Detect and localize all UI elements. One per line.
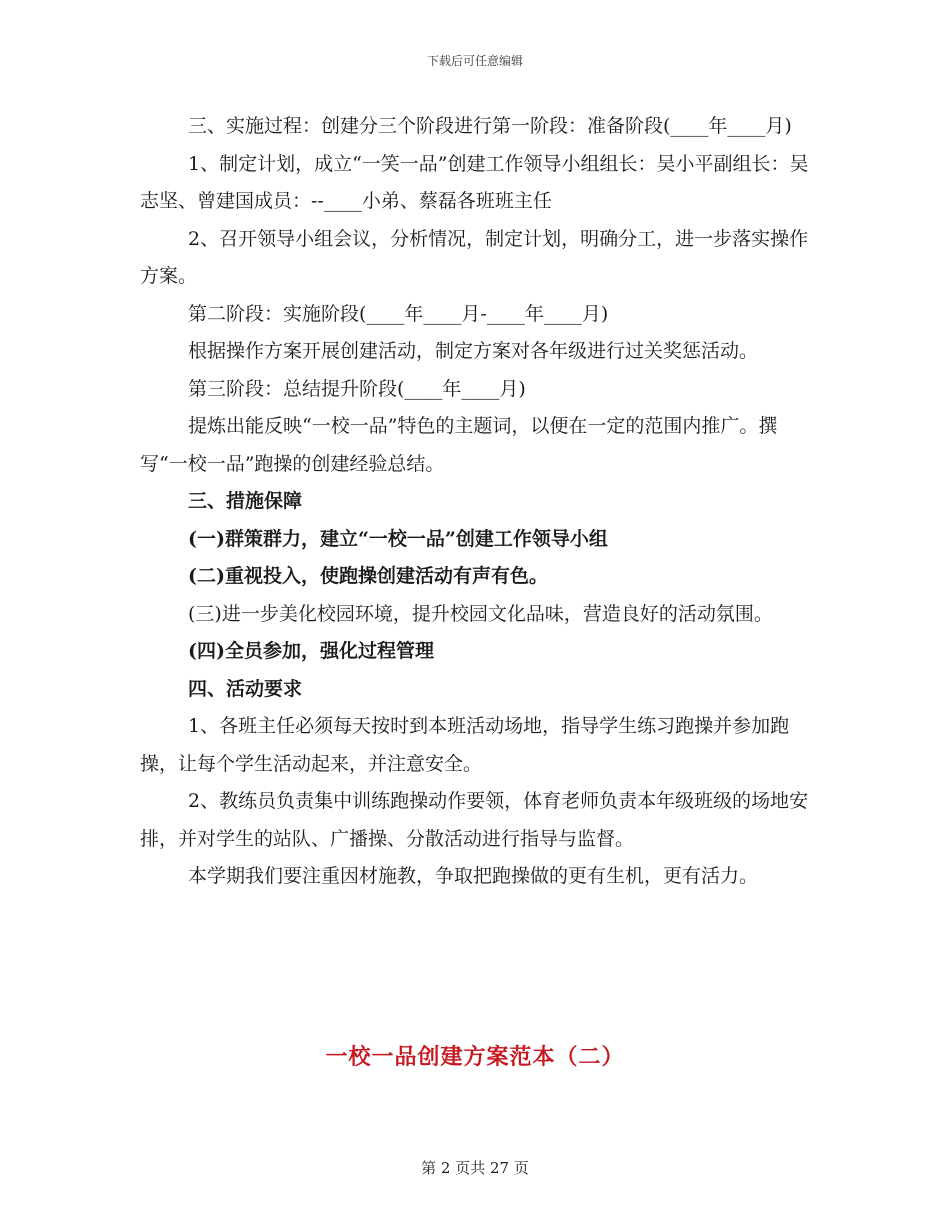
page-footer: 第 2 页共 27 页 bbox=[421, 1159, 529, 1177]
paragraph-2: 1、制定计划，成立“一笑一品”创建工作领导小组组长：吴小平副组长：吴志坚、曾建国成员：--____小弟、蔡磊各班班主任 bbox=[140, 152, 809, 212]
paragraph-3: 2、召开领导小组会议，分析情况，制定计划，明确分工，进一步落实操作方案。 bbox=[140, 227, 809, 287]
requirement-2: 2、教练员负责集中训练跑操动作要领，体育老师负责本年级班级的场地安排，并对学生的站队、广播操、分散活动进行指导与监督。 bbox=[140, 790, 809, 850]
paragraph-6: 第三阶段：总结提升阶段(____年____月) bbox=[188, 377, 526, 400]
heading-requirements: 四、活动要求 bbox=[188, 677, 303, 700]
paragraph-1: 三、实施过程：创建分三个阶段进行第一阶段：准备阶段(____年____月) bbox=[188, 115, 792, 137]
section-title: 一校一品创建方案范本（二） bbox=[325, 1044, 625, 1070]
paragraph-4: 第二阶段：实施阶段(____年____月-____年____月) bbox=[188, 302, 609, 325]
measure-4: (四)全员参加，强化过程管理 bbox=[188, 640, 434, 662]
document-body bbox=[140, 108, 810, 896]
heading-measures: 三、措施保障 bbox=[188, 490, 303, 512]
paragraph-closing: 本学期我们要注重因材施教，争取把跑操做的更有生机，更有活力。 bbox=[188, 865, 759, 887]
measure-3: (三)进一步美化校园环境，提升校园文化品味，营造良好的活动氛围。 bbox=[188, 602, 773, 625]
measure-1: (一)群策群力，建立“一校一品”创建工作领导小组 bbox=[188, 527, 608, 550]
requirement-1: 1、各班主任必须每天按时到本班活动场地，指导学生练习跑操并参加跑操，让每个学生活动起来，并注意安全。 bbox=[140, 715, 790, 775]
page-header: 下载后可任意编辑 bbox=[426, 54, 523, 68]
paragraph-5: 根据操作方案开展创建活动，制定方案对各年级进行过关奖惩活动。 bbox=[188, 340, 759, 362]
measure-2: (二)重视投入，使跑操创建活动有声有色。 bbox=[188, 565, 548, 587]
paragraph-7: 提炼出能反映“一校一品”特色的主题词，以便在一定的范围内推广。撰写“一校一品”跑操的创建经验总结。 bbox=[140, 415, 778, 475]
